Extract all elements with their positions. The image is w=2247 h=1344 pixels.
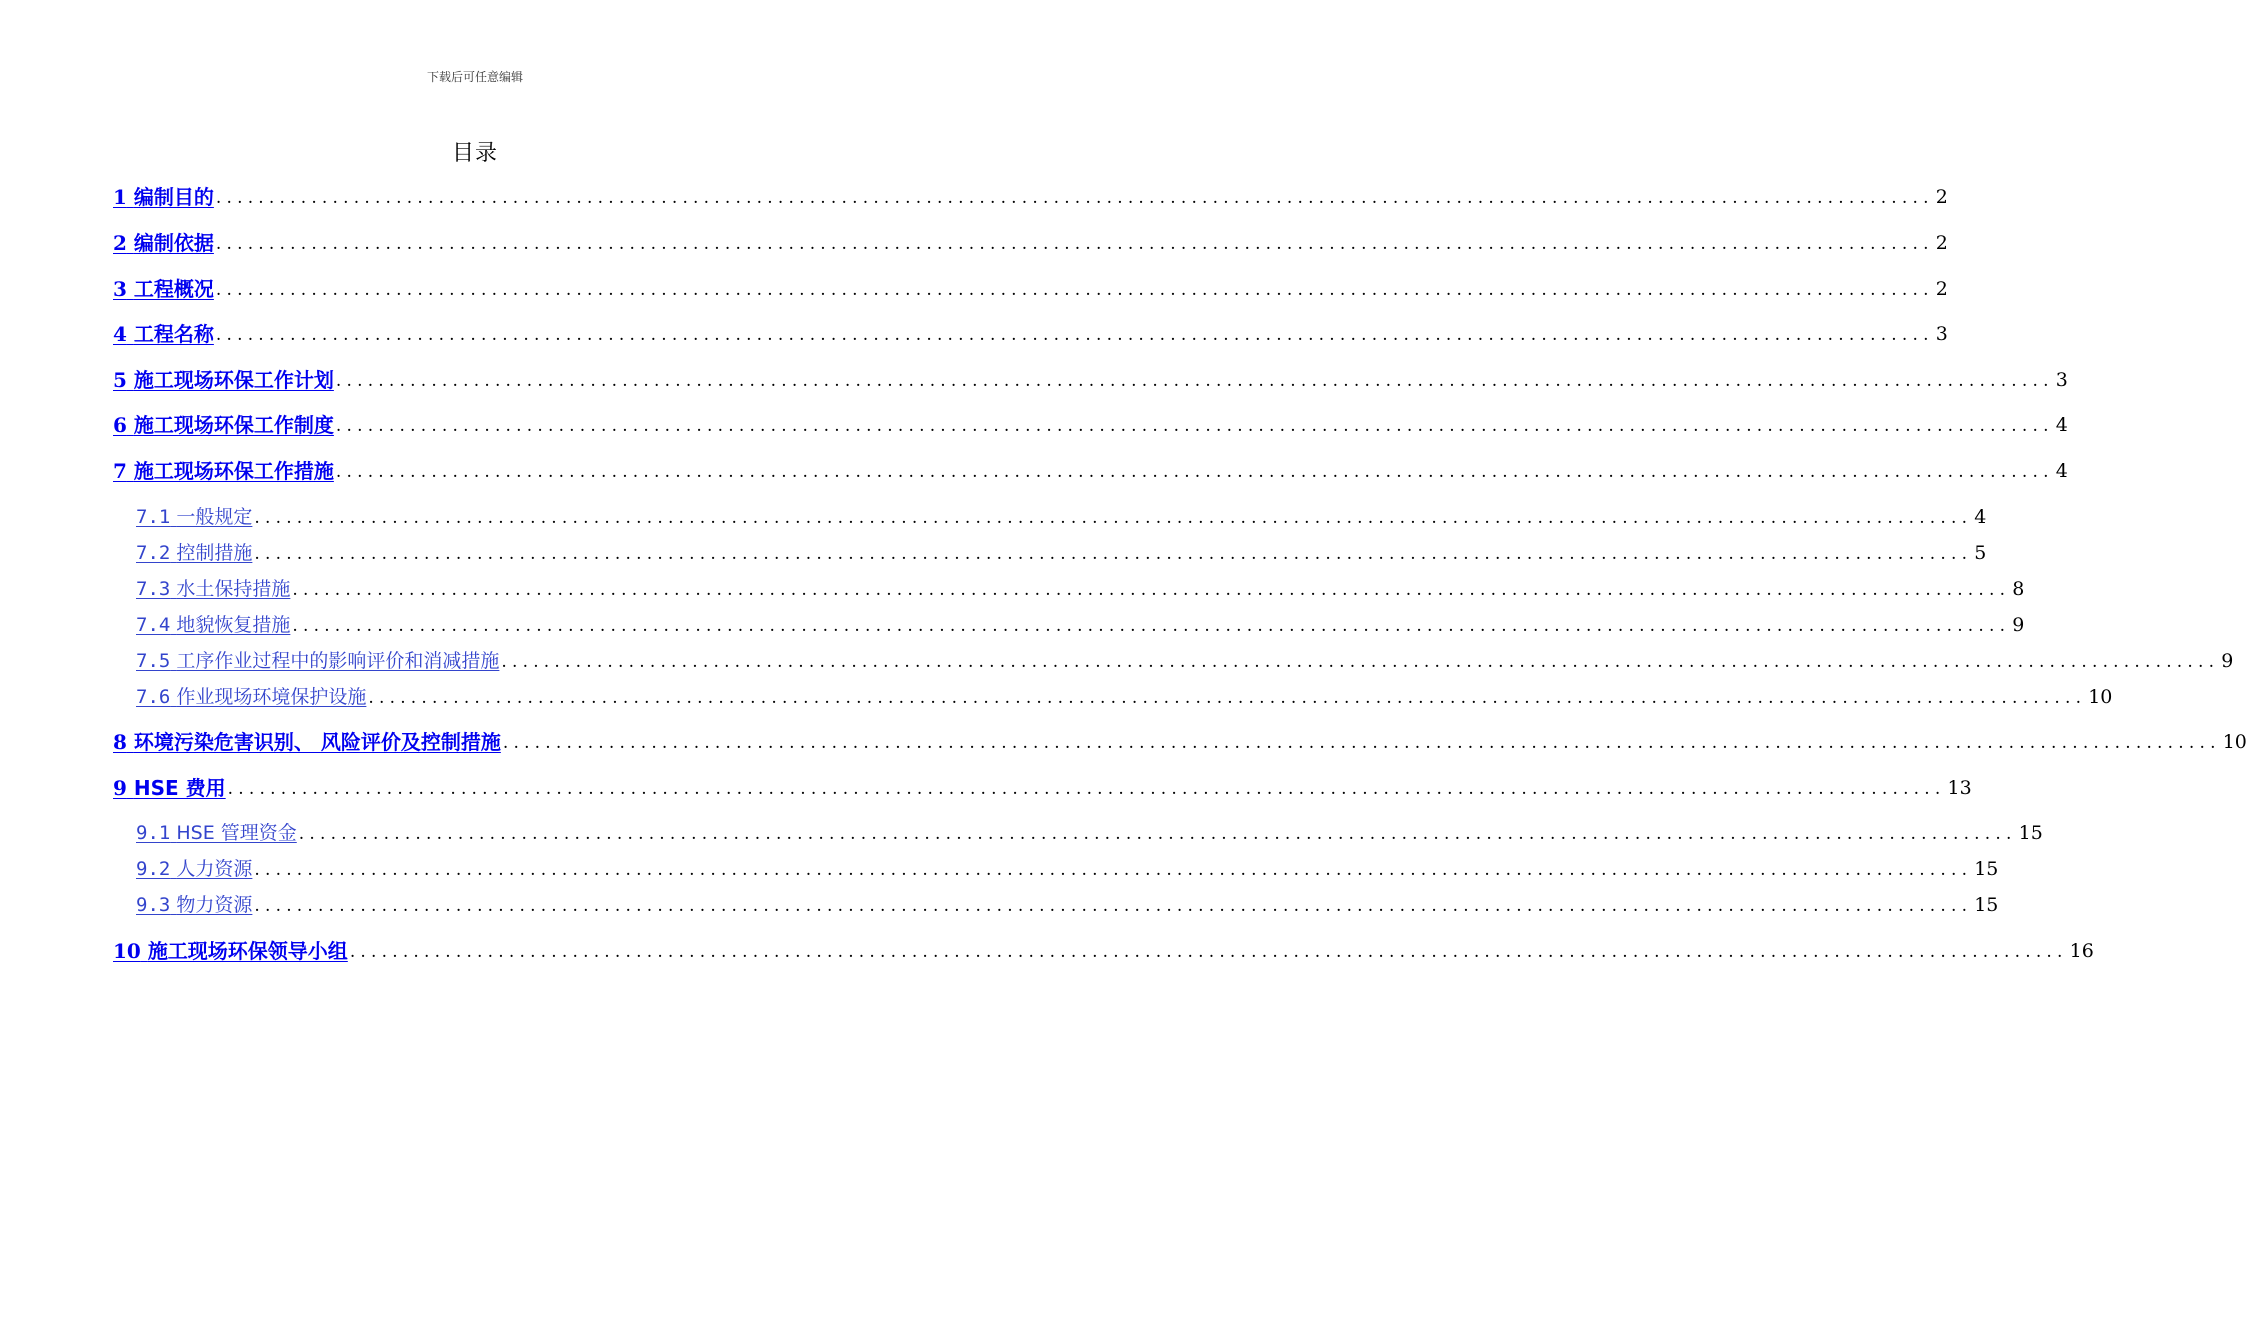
toc-leader-dots: ..................................................................................................................................................................: [254, 544, 1973, 564]
toc-entry-7-2[interactable]: [136, 536, 1987, 566]
toc-entry-9[interactable]: [113, 771, 1972, 801]
toc-entry-link[interactable]: 7.4 地貌恢复措施: [136, 614, 291, 636]
toc-entry-7[interactable]: [113, 454, 2068, 484]
toc-page-number: 4: [1974, 506, 1987, 528]
toc-page-number: 5: [1974, 542, 1987, 564]
toc-entry-3[interactable]: [113, 272, 1948, 302]
toc-entry-link[interactable]: 9.2 人力资源: [136, 858, 253, 880]
toc-entry-link[interactable]: 7.1 一般规定: [136, 506, 253, 528]
toc-entry-10[interactable]: [113, 934, 2094, 964]
toc-entry-link[interactable]: 4 工程名称: [113, 322, 214, 346]
toc-entry-1[interactable]: [113, 180, 1948, 210]
toc-entry-link[interactable]: 3 工程概况: [113, 277, 214, 301]
toc-page-number: 8: [2012, 578, 2025, 600]
toc-entry-link[interactable]: 7.2 控制措施: [136, 542, 253, 564]
toc-leader-dots: ..................................................................................................................................................................: [501, 652, 2220, 672]
toc-entry-link[interactable]: 9 HSE 费用: [113, 776, 226, 800]
toc-page-number: 9: [2012, 614, 2025, 636]
toc-page-number: 4: [2055, 414, 2068, 436]
toc-page-number: 2: [1935, 278, 1948, 300]
toc-page-number: 10: [2088, 686, 2113, 708]
toc-entry-link[interactable]: 7 施工现场环保工作措施: [113, 459, 334, 483]
toc-entry-link[interactable]: 1 编制目的: [113, 185, 214, 209]
toc-leader-dots: ..................................................................................................................................................................: [215, 234, 1934, 254]
toc-page-number: 15: [1974, 894, 1999, 916]
toc-leader-dots: ..................................................................................................................................................................: [335, 462, 2054, 482]
toc-entry-9-3[interactable]: [136, 888, 1999, 918]
toc-page-number: 3: [2055, 369, 2068, 391]
toc-entry-8[interactable]: [113, 725, 2247, 755]
toc-entry-6[interactable]: [113, 408, 2068, 438]
toc-entry-link[interactable]: 5 施工现场环保工作计划: [113, 368, 334, 392]
toc-page-number: 2: [1935, 186, 1948, 208]
toc-page-number: 3: [1935, 323, 1948, 345]
toc-leader-dots: ..................................................................................................................................................................: [215, 325, 1934, 345]
toc-page-number: 13: [1947, 777, 1972, 799]
toc-leader-dots: ..................................................................................................................................................................: [349, 942, 2068, 962]
toc-page-number: 2: [1935, 232, 1948, 254]
toc-leader-dots: ..................................................................................................................................................................: [335, 416, 2054, 436]
toc-leader-dots: ..................................................................................................................................................................: [292, 580, 2011, 600]
toc-leader-dots: ..................................................................................................................................................................: [227, 779, 1946, 799]
toc-leader-dots: ..................................................................................................................................................................: [292, 616, 2011, 636]
toc-entry-link[interactable]: 9.1 HSE 管理资金: [136, 822, 297, 844]
toc-entry-2[interactable]: [113, 226, 1948, 256]
toc-entry-7-3[interactable]: [136, 572, 2025, 602]
toc-entry-link[interactable]: 10 施工现场环保领导小组: [113, 939, 348, 963]
toc-entry-link[interactable]: 8 环境污染危害识别、 风险评价及控制措施: [113, 730, 501, 754]
toc-entry-7-4[interactable]: [136, 608, 2025, 638]
toc-entry-7-5[interactable]: [136, 644, 2234, 674]
toc-entry-link[interactable]: 7.5 工序作业过程中的影响评价和消减措施: [136, 650, 500, 672]
toc-entry-link[interactable]: 2 编制依据: [113, 231, 214, 255]
toc-leader-dots: ..................................................................................................................................................................: [254, 896, 1973, 916]
toc-page-number: 15: [2018, 822, 2043, 844]
toc-page-number: 9: [2221, 650, 2234, 672]
toc-leader-dots: ..................................................................................................................................................................: [335, 371, 2054, 391]
toc-leader-dots: ..................................................................................................................................................................: [502, 733, 2221, 753]
toc-page-number: 16: [2069, 940, 2094, 962]
toc-entry-5[interactable]: [113, 363, 2068, 393]
toc-entry-9-1[interactable]: [136, 816, 2043, 846]
toc-page-number: 4: [2055, 460, 2068, 482]
toc-entry-link[interactable]: 6 施工现场环保工作制度: [113, 413, 334, 437]
toc-leader-dots: ..................................................................................................................................................................: [368, 688, 2087, 708]
toc-entry-4[interactable]: [113, 317, 1948, 347]
toc-entry-link[interactable]: 7.6 作业现场环境保护设施: [136, 686, 367, 708]
page-header-note: 下载后可任意编辑: [426, 70, 523, 84]
toc-leader-dots: ..................................................................................................................................................................: [254, 508, 1973, 528]
toc-leader-dots: ..................................................................................................................................................................: [215, 188, 1934, 208]
toc-leader-dots: ..................................................................................................................................................................: [254, 860, 1973, 880]
toc-entry-link[interactable]: 7.3 水土保持措施: [136, 578, 291, 600]
toc-leader-dots: ..................................................................................................................................................................: [215, 280, 1934, 300]
toc-entry-7-6[interactable]: [136, 680, 2113, 710]
toc-leader-dots: ..................................................................................................................................................................: [298, 824, 2017, 844]
toc-entry-link[interactable]: 9.3 物力资源: [136, 894, 253, 916]
toc-entry-7-1[interactable]: [136, 500, 1987, 530]
toc-entry-9-2[interactable]: [136, 852, 1999, 882]
toc-page-number: 15: [1974, 858, 1999, 880]
toc-page-number: 10: [2222, 731, 2247, 753]
toc-title: 目录: [451, 141, 498, 166]
